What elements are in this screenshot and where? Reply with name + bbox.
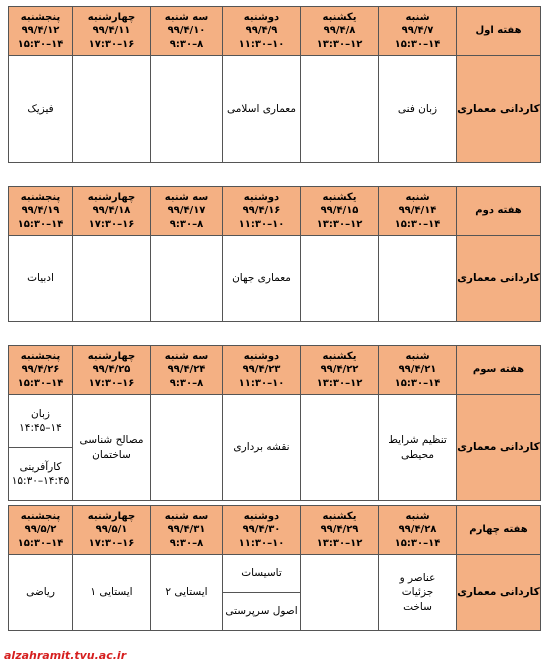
day-header: پنجشنبه ۹۹/۵/۲ ۱۴–۱۵:۳۰ — [9, 506, 73, 555]
day-header: چهارشنبه ۹۹/۴/۱۱ ۱۶–۱۷:۳۰ — [73, 7, 151, 56]
week-2-table — [8, 186, 541, 322]
course-cell-split: کارآفرینی ۱۴:۴۵–۱۵:۳۰ — [9, 448, 73, 501]
day-header: شنبه ۹۹/۴/۲۸ ۱۴–۱۵:۳۰ — [379, 506, 457, 555]
day-header: دوشنبه ۹۹/۴/۳۰ ۱۰–۱۱:۳۰ — [223, 506, 301, 555]
day-header: یکشنبه ۹۹/۴/۱۵ ۱۲–۱۳:۳۰ — [301, 187, 379, 236]
site-watermark: alzahramit.tvu.ac.ir — [4, 649, 127, 662]
day-header: سه شنبه ۹۹/۴/۳۱ ۸–۹:۳۰ — [151, 506, 223, 555]
course-cell: زبان فنی — [379, 56, 457, 163]
course-cell — [151, 395, 223, 501]
course-cell — [151, 236, 223, 322]
week-label: هفته دوم — [457, 187, 541, 236]
course-cell-split: تاسیسات — [223, 555, 301, 593]
week-1-table — [8, 6, 541, 163]
week-label: هفته اول — [457, 7, 541, 56]
course-cell — [73, 236, 151, 322]
day-header: سه شنبه ۹۹/۴/۲۴ ۸–۹:۳۰ — [151, 346, 223, 395]
course-cell: ریاضی — [9, 555, 73, 631]
course-cell: تنظیم شرایط محیطی — [379, 395, 457, 501]
course-cell — [151, 56, 223, 163]
week-4-table — [8, 505, 541, 631]
day-header: سه شنبه ۹۹/۴/۱۰ ۸–۹:۳۰ — [151, 7, 223, 56]
course-cell — [379, 236, 457, 322]
day-header: دوشنبه ۹۹/۴/۱۶ ۱۰–۱۱:۳۰ — [223, 187, 301, 236]
day-header: یکشنبه ۹۹/۴/۲۹ ۱۲–۱۳:۳۰ — [301, 506, 379, 555]
week-label: هفته چهارم — [457, 506, 541, 555]
course-cell-split: اصول سرپرستی — [223, 593, 301, 631]
week-label: هفته سوم — [457, 346, 541, 395]
day-header: شنبه ۹۹/۴/۷ ۱۴–۱۵:۳۰ — [379, 7, 457, 56]
course-cell: مصالح شناسی ساختمان — [73, 395, 151, 501]
day-header: پنجشنبه ۹۹/۴/۲۶ ۱۴–۱۵:۳۰ — [9, 346, 73, 395]
course-cell — [301, 56, 379, 163]
course-cell: ادبیات — [9, 236, 73, 322]
course-cell: نقشه برداری — [223, 395, 301, 501]
day-header: چهارشنبه ۹۹/۵/۱ ۱۶–۱۷:۳۰ — [73, 506, 151, 555]
day-header: دوشنبه ۹۹/۴/۹ ۱۰–۱۱:۳۰ — [223, 7, 301, 56]
course-cell-split: زبان ۱۴–۱۴:۴۵ — [9, 395, 73, 448]
course-cell: ایستایی ۱ — [73, 555, 151, 631]
program-cell: کاردانی معماری — [457, 395, 541, 501]
day-header: پنجشنبه ۹۹/۴/۱۹ ۱۴–۱۵:۳۰ — [9, 187, 73, 236]
day-header: سه شنبه ۹۹/۴/۱۷ ۸–۹:۳۰ — [151, 187, 223, 236]
course-cell — [301, 236, 379, 322]
program-cell: کاردانی معماری — [457, 555, 541, 631]
course-cell: عناصر و جزئیات ساخت — [379, 555, 457, 631]
course-cell: معماری جهان — [223, 236, 301, 322]
course-cell — [73, 56, 151, 163]
day-header: پنجشنبه ۹۹/۴/۱۲ ۱۴–۱۵:۳۰ — [9, 7, 73, 56]
course-cell — [301, 555, 379, 631]
day-header: چهارشنبه ۹۹/۴/۱۸ ۱۶–۱۷:۳۰ — [73, 187, 151, 236]
course-cell: ایستایی ۲ — [151, 555, 223, 631]
program-cell: کاردانی معماری — [457, 236, 541, 322]
day-header: یکشنبه ۹۹/۴/۲۲ ۱۲–۱۳:۳۰ — [301, 346, 379, 395]
week-3-table — [8, 345, 541, 501]
course-cell: فیزیک — [9, 56, 73, 163]
day-header: دوشنبه ۹۹/۴/۲۳ ۱۰–۱۱:۳۰ — [223, 346, 301, 395]
day-header: شنبه ۹۹/۴/۱۴ ۱۴–۱۵:۳۰ — [379, 187, 457, 236]
day-header: شنبه ۹۹/۴/۲۱ ۱۴–۱۵:۳۰ — [379, 346, 457, 395]
course-cell — [301, 395, 379, 501]
day-header: یکشنبه ۹۹/۴/۸ ۱۲–۱۳:۳۰ — [301, 7, 379, 56]
day-header: چهارشنبه ۹۹/۴/۲۵ ۱۶–۱۷:۳۰ — [73, 346, 151, 395]
program-cell: کاردانی معماری — [457, 56, 541, 163]
course-cell: معماری اسلامی — [223, 56, 301, 163]
